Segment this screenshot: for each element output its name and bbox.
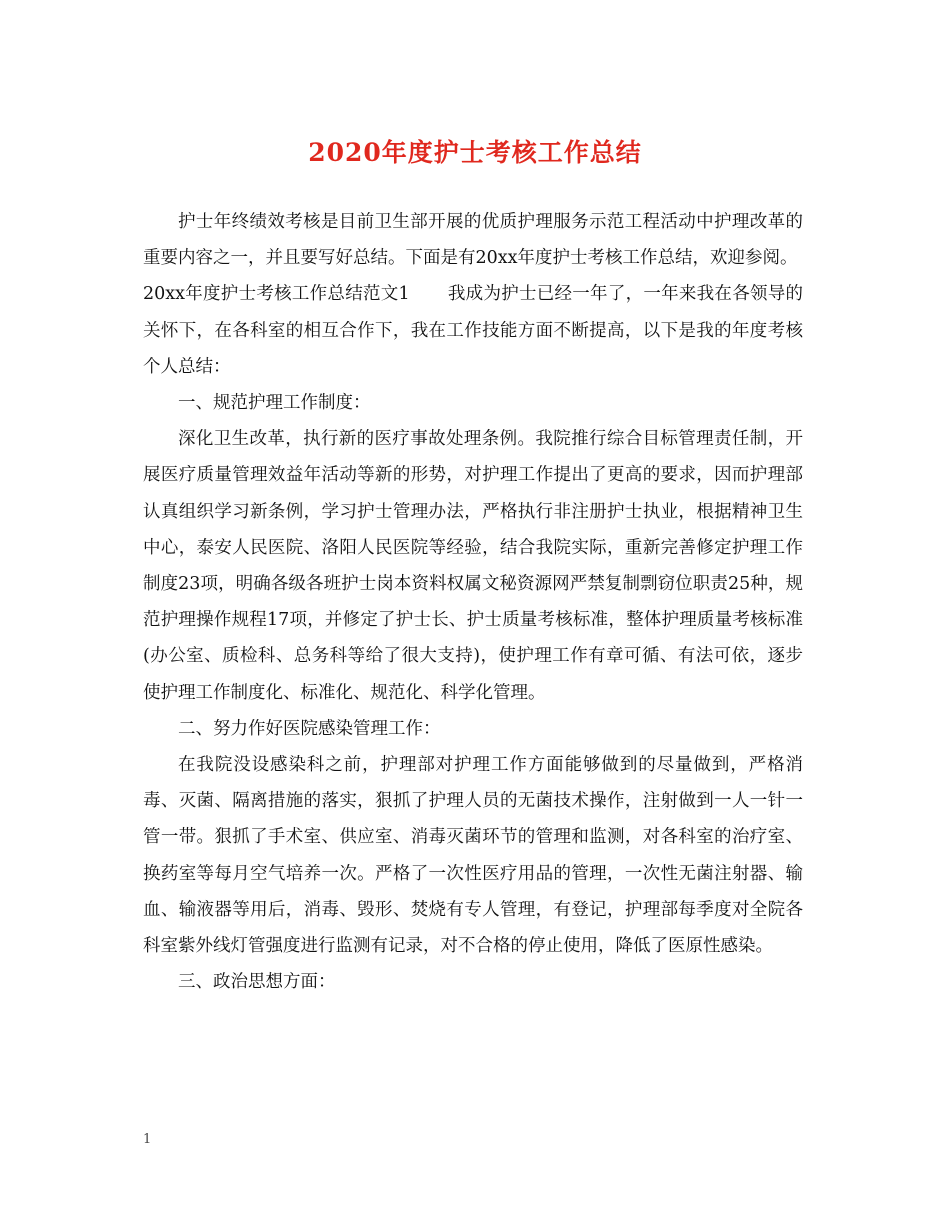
document-title: 2020年度护士考核工作总结 (308, 138, 642, 167)
section2-body: 在我院没设感染科之前，护理部对护理工作方面能够做到的尽量做到，严格消毒、灭菌、隔离措施的落实，狠抓了护理人员的无菌技术操作，注射做到一人一针一管一带。狠抓了手术室、供应室、消毒灭菌环节的管理和监测，对各科室的治疗室、换药室等每月空气培养一次。严格了一次性医疗用品的管理，一次性无菌注射器、输血、输液器等用后，消毒、毁形、焚烧有专人管理，有登记，护理部每季度对全院各科室紫外线灯管强度进行监测有记录，对不合格的停止使用，降低了医原性感染。 (143, 755, 803, 957)
page-number: 1 (143, 1132, 152, 1147)
intro-paragraph: 护士年终绩效考核是目前卫生部开展的优质护理服务示范工程活动中护理改革的重要内容之一，并且要写好总结。下面是有20xx年度护士考核工作总结，欢迎参阅。 (143, 212, 803, 269)
sample-title: 20xx年度护士考核工作总结范文1 (143, 284, 410, 305)
section2-heading: 二、努力作好医院感染管理工作： (178, 718, 441, 739)
section1-body: 深化卫生改革，执行新的医疗事故处理条例。我院推行综合目标管理责任制，开展医疗质量管理效益年活动等新的形势，对护理工作提出了更高的要求，因而护理部认真组织学习新条例，学习护士管理办法，严格执行非注册护士执业，根据精神卫生中心，泰安人民医院、洛阳人民医院等经验，结合我院实际，重新完善修定护理工作制度23项，明确各级各班护士岗本资料权属文秘资源网严禁复制剽窃位职责25种，规范护理操作规程17项，并修定了护士长、护士质量考核标准，整体护理质量考核标准(办公室、质检科、总务科等给了很大支持)，使护理工作有章可循、有法可依，逐步使护理工作制度化、标准化、规范化、科学化管理。 (143, 429, 803, 703)
document-body (143, 204, 803, 1000)
sample-opening: 我成为护士已经一年了，一年来我在各领导的关怀下，在各科室的相互合作下，我在工作技能方面不断提高，以下是我的年度考核个人总结： (143, 284, 804, 377)
section3-heading: 三、政治思想方面： (178, 972, 336, 993)
sample-paragraph (143, 276, 803, 385)
section1-heading: 一、规范护理工作制度： (178, 393, 371, 414)
